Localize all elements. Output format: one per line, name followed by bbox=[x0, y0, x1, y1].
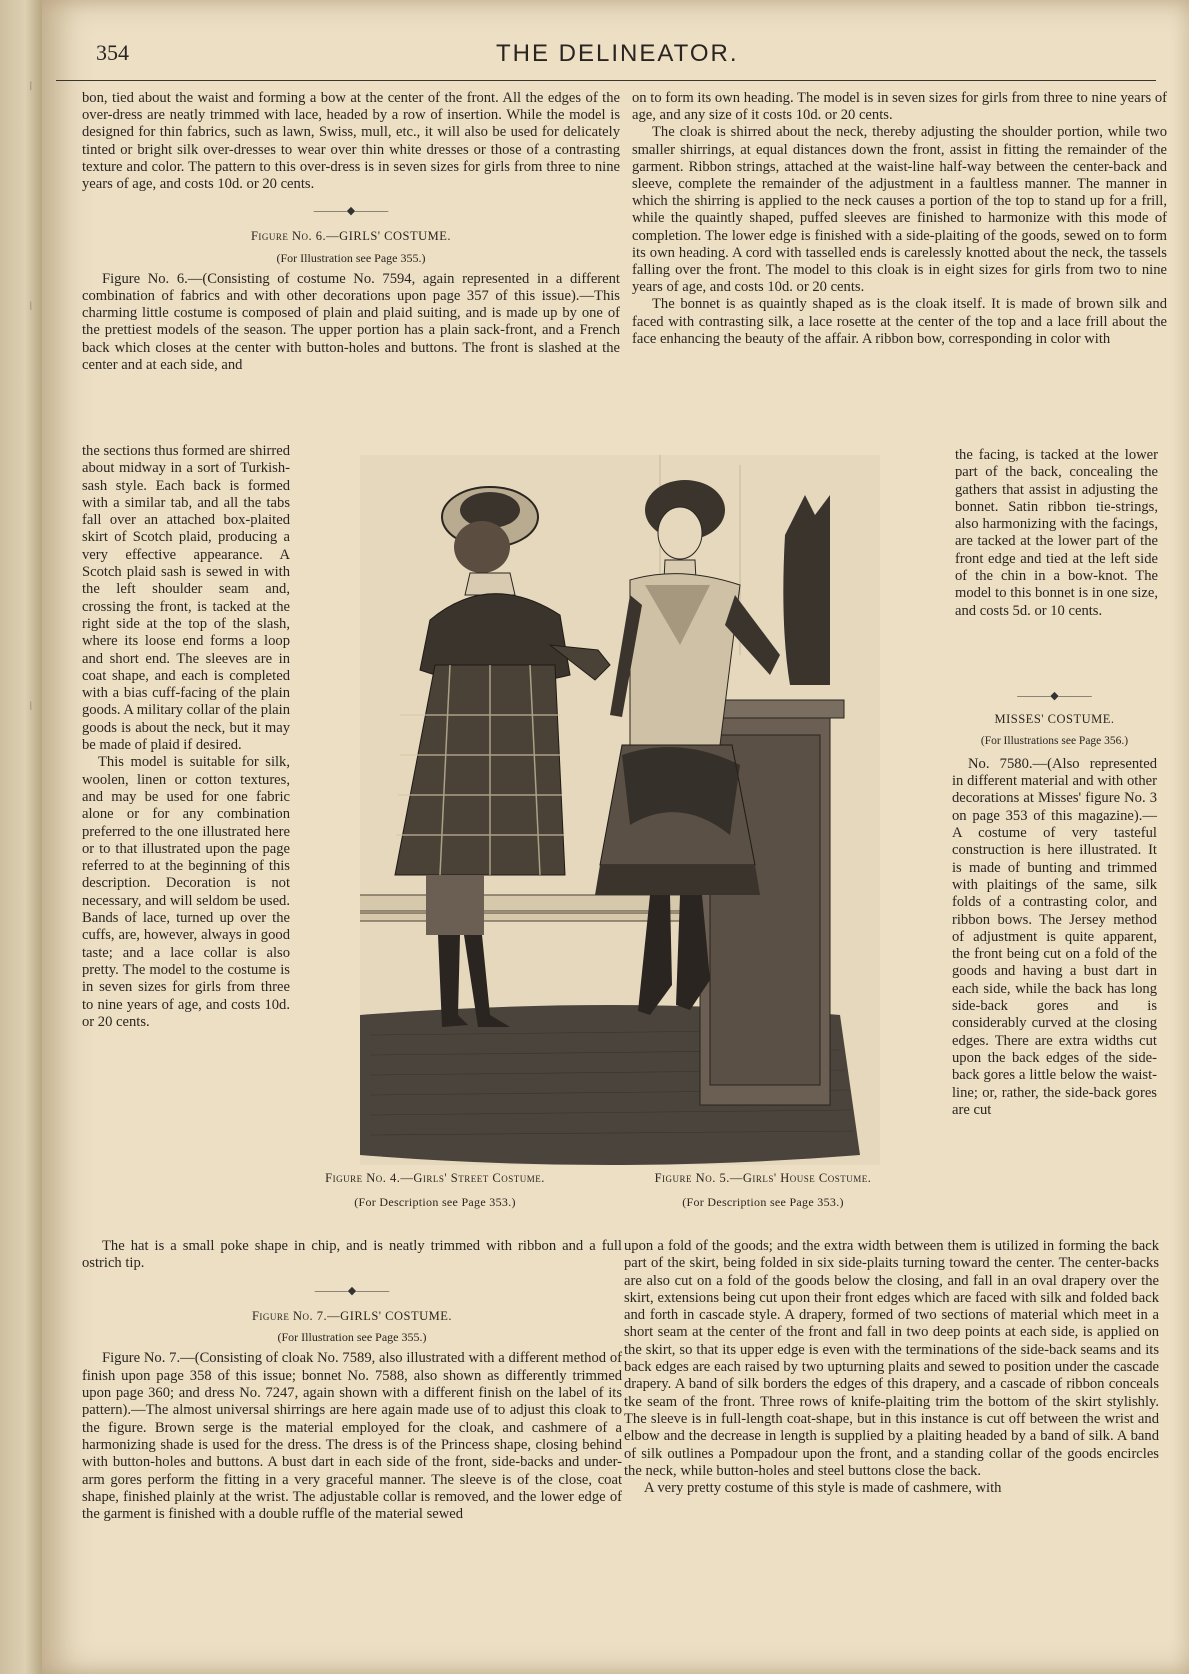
paragraph: The cloak is shirred about the neck, thereby adjusting the shoulder portion, while two smaller shirrings, at equal distances down the front, assist in fitting the remainder of the garment. Ribbon strings, attached at the waist-line half-way between the center-back and sleeve, complete the remainder of the adjustment in a faultless manner. The manner in which the shirring is applied to the neck causes a portion of the top to stand up for a frill, while the quaintly shaped, puffed sleeves are finished to harmonize with this mode of completion. The lower edge is finished with a side-plaiting of the goods, sewed on to form its own heading. A cord with tasselled ends is carelessly knotted about the neck, the tassels falling over the front. The model to this cloak is in eight sizes for girls from two to nine years of age, and costs 10d. or 20 cents. bbox=[632, 124, 1167, 296]
magazine-title: THE DELINEATOR. bbox=[496, 40, 739, 67]
figure-4-caption bbox=[290, 1171, 580, 1210]
section-subheading: (For Illustration see Page 355.) bbox=[276, 250, 426, 265]
figure-5-caption bbox=[618, 1171, 908, 1210]
book-spine: | | | bbox=[0, 0, 42, 1674]
ornament-rule: ———◆——— bbox=[314, 1284, 390, 1297]
section-heading: Figure No. 6.—GIRLS' COSTUME. bbox=[250, 229, 452, 244]
ornament-rule: ———◆——— bbox=[1017, 690, 1092, 702]
paragraph: on to form its own heading. The model is in seven sizes for girls from three to nine years of age, and any size of it costs 10d. or 20 cents. bbox=[632, 90, 1167, 124]
page-header bbox=[56, 36, 1156, 81]
misses-costume-section bbox=[952, 688, 1157, 1119]
paragraph: upon a fold of the goods; and the extra width between them is utilized in forming the back part of the skirt, being folded in six side-plaits turning toward the center. The center-backs are also cut on a fold of the goods below the closing, and fall in an oval drapery over the skirt, extensions being cut upon their front edges which are faced with silk and folded back and forth in cascade style. A drapery, formed of two sections of material which meet in a short seam at the center of the front and fall in two deep points at each side, is applied on the skirt, so that its upper edge is even with the terminations of the side-back seams and its back edges are each raised by two upturning plaits and sewed to position under the cascade drapery. A band of silk borders the edges of this drapery, and a cascade of ribbon conceals tke seam of the front. Three rows of knife-plaiting trim the bottom of the skirt stylishly. The sleeve is in full-length coat-shape, but in this instance is cut off between the wrist and elbow and the decrease in length is supplied by a plaiting headed by a band of silk. A band of silk outlines a Pompadour upon the front, and a standing collar of the goods encircles the neck, while button-holes and steel buttons close the back. bbox=[624, 1238, 1159, 1479]
paragraph: bon, tied about the waist and forming a bow at the center of the front. All the edges of the over-dress are neatly trimmed with lace, headed by a row of insertion. While the model is designed for thin fabrics, such as lawn, Swiss, mull, etc., it will also be used for delicately tinted or bright silk over-dresses to wear over thin white dresses or those of a contrasting texture and color. The pattern to this over-dress is in seven sizes for girls from three to nine years of age, and costs 10d. or 20 cents. bbox=[82, 90, 620, 193]
paragraph: the facing, is tacked at the lower part of the back, concealing the gathers that assist in adjusting the bonnet. Satin ribbon tie-strings, also harmonizing with the facings, are tacked at the lower part of the front edge and tied at the left side of the chin in a bow-knot. The model to this bonnet is in one size, and costs 5d. or 10 cents. bbox=[955, 447, 1158, 619]
ornament-rule: ———◆——— bbox=[313, 205, 389, 218]
caption-title: Figure No. 5.—Girls' House Costume. bbox=[654, 1171, 872, 1185]
paragraph: the sections thus formed are shirred about midway in a sort of Turkish-sash style. Each back is formed with a similar tab, and all the tabs fall over an attached box-plaited skirt of Scotch plaid, producing a very effective appearance. A Scotch plaid sash is sewed in with the left shoulder seam and, crossing the front, is tacked at the right side at the top of the slash, where its loose end forms a loop and short end. The sleeves are in coat shape, and each is completed with a bias cuff-facing of the plain goods. A military collar of the plain goods is about the neck, but it may be made of plaid if desired. bbox=[82, 443, 290, 754]
left-narrow-column bbox=[82, 443, 290, 1031]
bottom-left-column bbox=[82, 1238, 622, 1523]
paragraph: Figure No. 6.—(Consisting of costume No. 7594, again represented in a different combination of fabrics and with other decorations upon page 357 of this issue).—This charming little costume is composed of plain and plaid suiting, and is made up by one of the prettiest models of the season. The upper portion has a plain sack-front, and a French back which closes at the center with button-holes and buttons. The front is slashed at the center and at each side, and bbox=[82, 270, 620, 373]
section-subheading: (For Illustration see Page 355.) bbox=[277, 1330, 427, 1345]
paragraph: The bonnet is as quaintly shaped as is the cloak itself. It is made of brown silk and faced with contrasting silk, a lace rosette at the center of the top and a lace frill about the face enhancing the beauty of the affair. A ribbon bow, corresponding in color with bbox=[632, 296, 1167, 347]
section-subheading: (For Illustrations see Page 356.) bbox=[980, 734, 1129, 747]
left-column bbox=[82, 90, 620, 374]
fashion-illustration bbox=[360, 455, 880, 1165]
section-heading: MISSES' COSTUME. bbox=[994, 712, 1115, 727]
paragraph: No. 7580.—(Also represented in different material and with other decorations at Misses' figure No. 3 on page 353 of this magazine).—A costume of very tasteful construction is here illustrated. It is made of bunting and trimmed with plaitings of the same, silk folds of a contrasting color, and ribbon bows. The Jersey method of adjustment is quite apparent, the front being cut on a fold of the goods and having a bust dart in each side, while the back has long side-back gores and is considerably curved at the closing edges. There are extra widths cut upon the back edges of the side-back gores a little below the waist-line; or, rather, the side-back gores are cut bbox=[952, 755, 1157, 1118]
caption-sub: (For Description see Page 353.) bbox=[682, 1195, 844, 1209]
right-narrow-column bbox=[955, 447, 1158, 620]
right-column bbox=[632, 90, 1167, 348]
paragraph: A very pretty costume of this style is made of cashmere, with bbox=[644, 1480, 1002, 1497]
paragraph: This model is suitable for silk, woolen, linen or cotton textures, and may be used for one fabric alone or for any combination preferred to the one illustrated here or to that illustrated upon the page referred to at the beginning of this description. Decoration is not necessary, and will seldom be used. Bands of lace, turned up over the cuffs, are, however, always in good taste; and a lace collar is also pretty. The model to the costume is in seven sizes for girls from three to nine years of age, and costs 10d. or 20 cents. bbox=[82, 754, 290, 1030]
page-number: 354 bbox=[96, 40, 129, 65]
caption-title: Figure No. 4.—Girls' Street Costume. bbox=[325, 1171, 545, 1185]
section-heading: Figure No. 7.—GIRLS' COSTUME. bbox=[251, 1308, 453, 1323]
bottom-right-column bbox=[624, 1238, 1159, 1497]
caption-sub: (For Description see Page 353.) bbox=[354, 1195, 516, 1209]
paragraph: Figure No. 7.—(Consisting of cloak No. 7589, also illustrated with a different method of finish upon page 358 of this issue; bonnet No. 7588, also shown as differently trimmed upon page 360; and dress No. 7247, again shown with a different finish on the label of its pattern).—The almost universal shirrings are here again made use of to adjust this cloak to the figure. Brown serge is the material employed for the cloak, and cashmere of a harmonizing shade is used for the dress. The dress is of the Princess shape, closing behind with button-holes and buttons. A bust dart in each side of the front, side-backs and under-arm gores perform the fitting in a very graceful manner. The sleeve is of the close, coat shape, finished plainly at the wrist. The adjustable collar is removed, and the lower edge of the garment is finished with a double ruffle of the material sewed bbox=[82, 1350, 622, 1523]
paragraph: The hat is a small poke shape in chip, and is neatly trimmed with ribbon and a full ostrich tip. bbox=[82, 1238, 622, 1272]
